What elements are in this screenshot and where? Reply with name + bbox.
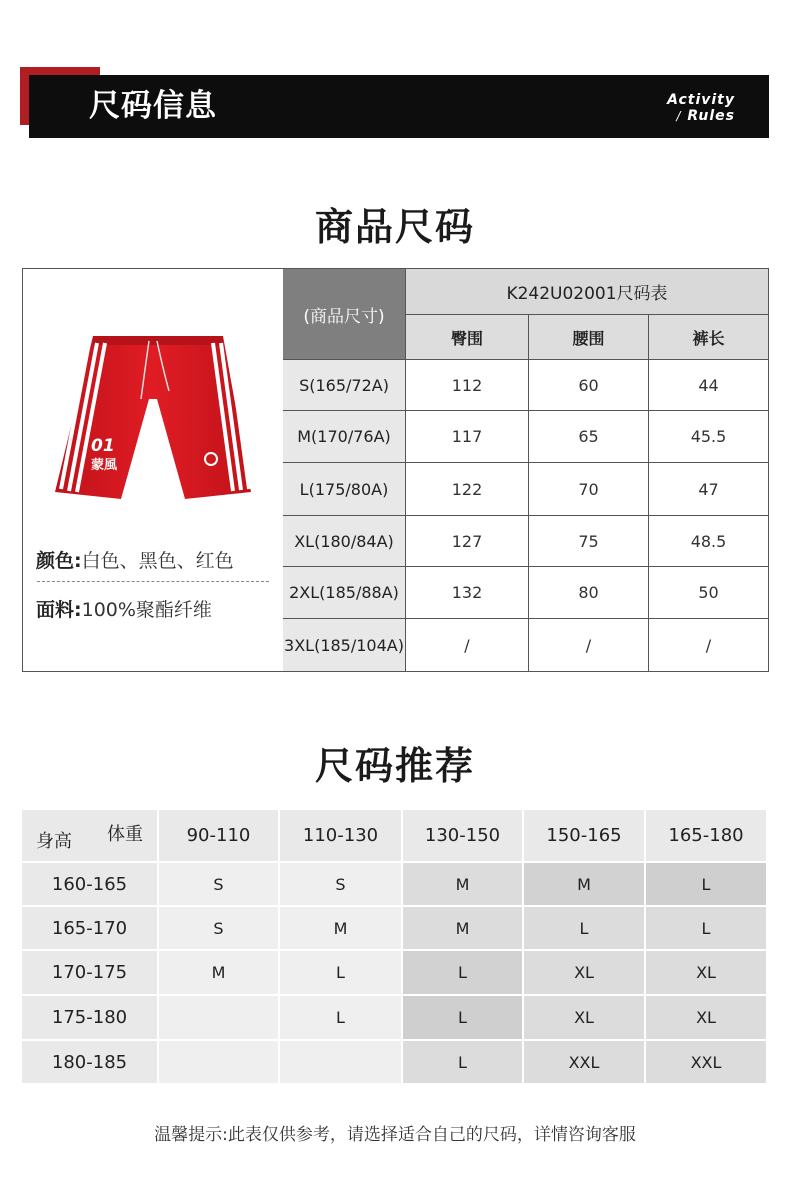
size-table-cell: 80 bbox=[529, 567, 649, 619]
recommend-size-cell: M bbox=[403, 907, 524, 951]
recommend-size-cell: XXL bbox=[646, 1041, 768, 1085]
recommend-size-cell: XL bbox=[524, 996, 646, 1041]
recommend-size-cell bbox=[159, 996, 280, 1041]
size-table bbox=[283, 268, 769, 672]
recommend-size-cell: L bbox=[280, 951, 403, 996]
recommend-size-cell: M bbox=[524, 863, 646, 907]
size-table-cell: 132 bbox=[406, 567, 529, 619]
corner-height-label: 身高 bbox=[36, 831, 72, 852]
size-table-cell: / bbox=[529, 619, 649, 672]
size-table-cell: 122 bbox=[406, 463, 529, 516]
size-table-cell: / bbox=[406, 619, 529, 672]
recommend-size-cell: L bbox=[646, 863, 768, 907]
size-table-cell: 47 bbox=[649, 463, 769, 516]
recommend-size-cell: L bbox=[403, 1041, 524, 1085]
size-table-title: K242U02001尺码表 bbox=[406, 268, 769, 315]
size-row-label: M(170/76A) bbox=[283, 411, 406, 463]
header-english-slash: / bbox=[676, 109, 682, 123]
size-column-header: (商品尺寸) bbox=[283, 268, 406, 360]
recommend-size-cell bbox=[159, 1041, 280, 1085]
size-table-cell: 50 bbox=[649, 567, 769, 619]
header-banner bbox=[29, 75, 769, 138]
shorts-print-number: 01 bbox=[91, 436, 115, 456]
info-divider bbox=[37, 581, 269, 582]
header-english-label bbox=[667, 92, 735, 124]
footer-note: 温馨提示:此表仅供参考，请选择适合自己的尺码，详情咨询客服 bbox=[154, 1125, 636, 1145]
measure-column-header: 臀围 bbox=[406, 315, 529, 360]
header-english-line1: Activity bbox=[667, 92, 735, 108]
recommend-size-cell: L bbox=[403, 996, 524, 1041]
recommend-corner-cell bbox=[22, 810, 159, 863]
size-table-cell: 44 bbox=[649, 360, 769, 411]
size-row-label: L(175/80A) bbox=[283, 463, 406, 516]
height-row-label: 165-170 bbox=[22, 907, 159, 951]
shorts-print-text: 蒙風 bbox=[91, 458, 118, 473]
fabric-label: 面料: bbox=[36, 599, 82, 621]
measure-column-header: 腰围 bbox=[529, 315, 649, 360]
size-row-label: 2XL(185/88A) bbox=[283, 567, 406, 619]
size-table-cell: / bbox=[649, 619, 769, 672]
weight-column-header: 165-180 bbox=[646, 810, 768, 863]
weight-column-header: 110-130 bbox=[280, 810, 403, 863]
height-row-label: 175-180 bbox=[22, 996, 159, 1041]
color-info bbox=[36, 546, 234, 573]
size-table-cell: 60 bbox=[529, 360, 649, 411]
color-label: 颜色: bbox=[36, 550, 82, 572]
recommend-size-cell: S bbox=[159, 863, 280, 907]
recommend-section-title: 尺码推荐 bbox=[314, 744, 475, 788]
size-table-cell: 75 bbox=[529, 516, 649, 567]
recommend-size-cell bbox=[280, 1041, 403, 1085]
weight-column-header: 150-165 bbox=[524, 810, 646, 863]
recommend-size-cell: M bbox=[280, 907, 403, 951]
recommend-size-cell: M bbox=[403, 863, 524, 907]
height-row-label: 180-185 bbox=[22, 1041, 159, 1085]
recommend-size-cell: XXL bbox=[524, 1041, 646, 1085]
size-table-cell: 70 bbox=[529, 463, 649, 516]
recommend-size-cell: L bbox=[524, 907, 646, 951]
fabric-value: 100%聚酯纤维 bbox=[81, 599, 212, 621]
size-section-title: 商品尺码 bbox=[314, 205, 475, 249]
weight-column-header: 130-150 bbox=[403, 810, 524, 863]
size-table-cell: 117 bbox=[406, 411, 529, 463]
fabric-info bbox=[36, 595, 212, 622]
recommend-table bbox=[22, 810, 768, 1085]
recommend-size-cell: S bbox=[280, 863, 403, 907]
recommend-size-cell: L bbox=[403, 951, 524, 996]
weight-column-header: 90-110 bbox=[159, 810, 280, 863]
size-table-cell: 127 bbox=[406, 516, 529, 567]
recommend-size-cell: S bbox=[159, 907, 280, 951]
size-table-cell: 112 bbox=[406, 360, 529, 411]
recommend-size-cell: L bbox=[280, 996, 403, 1041]
recommend-size-cell: M bbox=[159, 951, 280, 996]
height-row-label: 160-165 bbox=[22, 863, 159, 907]
header-english-line2: Rules bbox=[687, 108, 735, 124]
recommend-size-cell: L bbox=[646, 907, 768, 951]
recommend-size-cell: XL bbox=[646, 951, 768, 996]
shorts-product-image bbox=[53, 329, 253, 504]
size-row-label: 3XL(185/104A) bbox=[283, 619, 406, 672]
corner-weight-label: 体重 bbox=[107, 824, 143, 845]
recommend-size-cell: XL bbox=[524, 951, 646, 996]
header-title: 尺码信息 bbox=[89, 88, 217, 124]
size-table-cell: 45.5 bbox=[649, 411, 769, 463]
size-table-cell: 65 bbox=[529, 411, 649, 463]
recommend-size-cell: XL bbox=[646, 996, 768, 1041]
size-table-cell: 48.5 bbox=[649, 516, 769, 567]
product-panel bbox=[22, 268, 283, 672]
size-row-label: S(165/72A) bbox=[283, 360, 406, 411]
size-row-label: XL(180/84A) bbox=[283, 516, 406, 567]
height-row-label: 170-175 bbox=[22, 951, 159, 996]
color-value: 白色、黑色、红色 bbox=[81, 550, 234, 572]
measure-column-header: 裤长 bbox=[649, 315, 769, 360]
